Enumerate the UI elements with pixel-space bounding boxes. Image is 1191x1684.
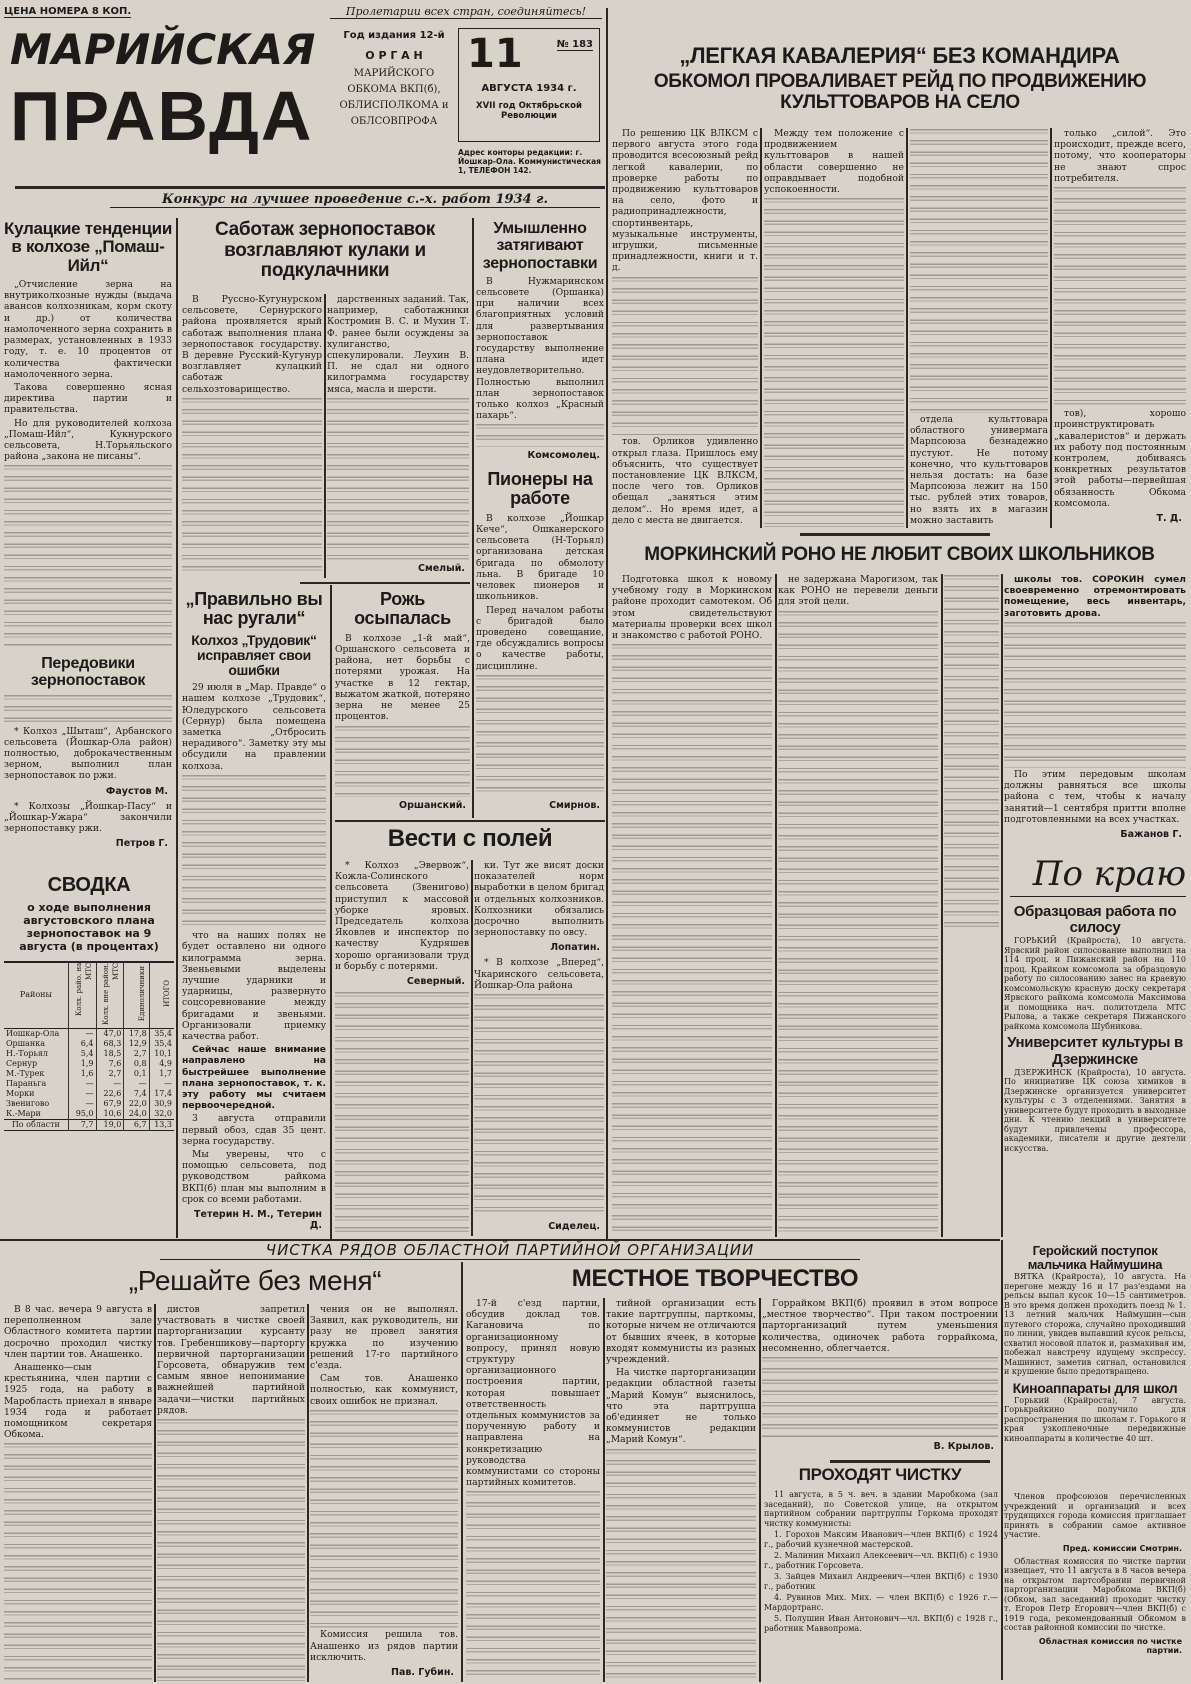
article-text: чения он не выполнял. Заявил, как руководитель, ни разу не провел занятия кружка по изучению решений 17-го партийного с'езда.: [310, 1304, 458, 1372]
decide-col-1: [4, 1304, 152, 1682]
column-rule: [603, 1298, 605, 1682]
article-headline: Образцовая работа по силосу: [1013, 904, 1177, 937]
list-item: 1. Горохов Максим Иванович—член ВКП(б) с 1924 г., рабочий кузнечной мастерской.: [764, 1530, 998, 1549]
signature: Смирнов.: [549, 800, 600, 811]
column-rule: [472, 218, 474, 818]
value-cell: —: [68, 1099, 96, 1109]
text-filler: [476, 675, 604, 797]
signature: Лопатин.: [550, 942, 600, 954]
text-filler: [612, 644, 772, 1236]
text-filler: [4, 1443, 152, 1681]
value-cell: —: [68, 1079, 96, 1089]
text-filler: [1004, 622, 1186, 768]
section-rule: [800, 533, 990, 536]
value-cell: —: [68, 1089, 96, 1099]
local-col-2: [606, 1298, 756, 1682]
district-cell: М.-Турек: [6, 1068, 45, 1078]
article-text: не задержана Марогизом, так как РОНО не перевели деньги для этой цели.: [778, 574, 938, 608]
signature: Петров Г.: [115, 838, 168, 850]
text-filler: [182, 398, 322, 577]
leaders-article: [4, 655, 172, 867]
article-text: Такова совершенно ясная директива партии и правительства.: [4, 381, 172, 416]
value-cell: 18,5: [96, 1049, 124, 1059]
article-text: По решению ЦК ВЛКСМ с первого августа этого года проводится всесоюзный рейд легкой кавалерии, по проверке работы по продвижению культтоваров на село, фото и радиопринадлежности, спортинвентарь, музыкальные инструменты, игрушки, письменные принадлежности, книги и т. д.: [612, 128, 758, 274]
value-cell: 30,9: [149, 1099, 174, 1109]
regional-col-lower: [1004, 1244, 1186, 1488]
text-filler: [476, 424, 604, 447]
text-filler: [762, 1357, 998, 1438]
column-rule: [154, 1304, 156, 1682]
col-header: Единоличники: [124, 962, 149, 1029]
article-text: Членов профсоюзов перечисленных учреждений и организаций и всех трудящихся города комиссия приглашает принять в собрании самое активное участие.: [1004, 1492, 1186, 1539]
article-text: * Колхоз „Эвервож“, Кожла-Солинского сельсовета (Звенигово) приступил к массовой уборке яровых. Председатель колхоза Яковлев и инспектор по качеству Кудряшев хорошо организовали труд и борьбу с потерями.: [335, 860, 469, 972]
value-cell: 47,0: [96, 1028, 124, 1039]
value-cell: 67,9: [96, 1099, 124, 1109]
text-filler: [310, 1410, 458, 1629]
article-text: Подготовка школ к новому учебному году в Моркинском районе проходит самотеком. Об этом свидетельствуют материалы проверки всех школ и знакомство с работой РОНО.: [612, 574, 772, 642]
signature: Пав. Губин.: [391, 1667, 454, 1678]
decide-col-3: [310, 1304, 458, 1682]
lead-col-2: [764, 128, 904, 528]
article-text: В Руссно-Кугунурском сельсовете, Сернурского района проявляется ярый саботаж выполнения плана зернопоставок государству. В деревне Русский-Кугунур возглавляет кулацкий саботаж сельхозтоварищество.: [182, 294, 322, 395]
signature: Смелый.: [418, 563, 465, 574]
article-text-bold: школы тов. СОРОКИН сумел своевременно отремонтировать помещение, весь инвентарь, заготовить дрова.: [1004, 574, 1186, 619]
summary-subtitle: о ходе выполнения августовского плана зернопоставок на 9 августа (в процентах): [19, 900, 159, 953]
local-creativity-headline: МЕСТНОЕ ТВОРЧЕСТВО: [571, 1265, 859, 1292]
district-cell: Звенигово: [6, 1098, 50, 1108]
scolded-article: [182, 590, 326, 1235]
organ-of-line: ОБКОМА ВКП(б),: [347, 84, 441, 95]
article-text: Горький (Крайроста), 7 августа. Горькрайкино получило для распространения по школам г. Горького и края узкопленочные передвижные киноаппараты в количестве 40 шт.: [1004, 1395, 1186, 1443]
signature: Северный.: [406, 976, 465, 988]
text-filler: [327, 398, 469, 560]
table-row: [4, 1059, 174, 1069]
value-cell: 0,1: [124, 1069, 149, 1079]
organ-of-line: ОБЛСОВПРОФА: [350, 116, 438, 127]
text-filler: [466, 1491, 600, 1681]
text-filler: [778, 611, 938, 1236]
text-filler: [910, 129, 1048, 413]
value-cell: 10,6: [96, 1109, 124, 1120]
col-header: Колх. вне район. МТС: [96, 962, 124, 1029]
column-rule: [759, 1298, 761, 1682]
district-cell: К.-Мари: [6, 1108, 41, 1118]
logo-line-2: ПРАВДА: [10, 77, 314, 155]
deliberate-article: [476, 220, 604, 465]
table-row: [4, 1079, 174, 1089]
district-cell: Н.-Торьял: [6, 1048, 48, 1058]
column-rule: [324, 294, 326, 578]
article-text: В 8 час. вечера 9 августа в переполненном зале Областного комитета партии досрочно проходил чистку член партии тов. Анашенко.: [4, 1304, 152, 1360]
article-text: На чистке парторганизации редакции областной газеты „Марий Комун“ выяснилось, что эта партгруппа об'единяет не только коммунистов редакции „Марий Комун“.: [606, 1367, 756, 1446]
article-headline: Кулацкие тенденции в колхозе „Помаш-Ийл“: [4, 220, 172, 275]
signature: Тетерин Н. М., Тетерин Д.: [194, 1209, 322, 1231]
list-item: 5. Полушин Иван Антонович—чл. ВКП(б) с 1928 г., работник Маввопрома.: [764, 1614, 998, 1633]
rye-article: [335, 590, 470, 815]
table-row: [4, 1109, 174, 1120]
logo-line-1: МАРИЙСКАЯ: [10, 25, 316, 74]
article-headline: „Правильно вы нас ругали“: [185, 590, 323, 629]
issue-number: № 183: [556, 39, 593, 50]
article-text: ВЯТКА (Крайроста), 10 августа. На перегоне между 16 и 17 раз'ездами на рельсы выпал кусок 10—15 сантиметров. В это время должен проходить поезд № 1. 13 летний мальчик Наймушин—сын путевого сторожа, случайно проходивший по линии, увидев выпавший кусок рельсы, схватил носовой платок и, размахивая им, побежал навстречу идущему экспрессу. Машинист, заметив сигнал, остановился и крушение было предотвращено.: [1004, 1272, 1186, 1377]
value-cell: 1,9: [68, 1059, 96, 1069]
article-text: 3 августа отправили первый обоз, сдав 35 цент. зерна государству.: [182, 1113, 326, 1147]
value-cell: 10,1: [149, 1049, 174, 1059]
text-filler: [1054, 187, 1186, 407]
table-row: [4, 1069, 174, 1079]
value-cell: 1,7: [149, 1069, 174, 1079]
column-rule: [606, 8, 608, 1240]
signature: В. Крылов.: [933, 1441, 994, 1452]
article-text: Областная комиссия по чистке партии извещает, что 11 августа в 8 часов вечера на открытом партсобрании первичной парторганизации Маробкома ВКП(б) (Обком, зал заседаний) проходит чистку т. Егоров Петр Егорович—член ВКП(б) с 1919 года, рекомендованный Обкомом в состав районной комиссии по чистке.: [1004, 1556, 1186, 1632]
value-cell: —: [124, 1079, 149, 1089]
article-text: тов), хорошо проинструктировать „кавалеристов“ и держать их работу под постоянным контролем, добиваясь конкретных результатов этой работы—первейшая обязанность Обкома комсомола.: [1054, 408, 1186, 509]
table-row: [4, 1028, 174, 1039]
article-text: что на наших полях не будет оставлено ни одного килограмма зерна. Звеньевыми выделены лучшие ударники и ударницы, развернуто соцсоревнование между бригадами и звеньями. Организовали приемку качества работ.: [182, 930, 326, 1042]
signature: Бажанов Г.: [1120, 829, 1182, 840]
table-row: [4, 1099, 174, 1109]
value-cell: —: [96, 1079, 124, 1089]
value-cell: 24,0: [124, 1109, 149, 1120]
slogan: Пролетарии всех стран, соединяйтесь!: [330, 5, 602, 19]
table-row: [4, 1089, 174, 1099]
article-headline: Геройский поступок мальчика Наймушина: [1027, 1244, 1163, 1273]
article-text: Между тем положение с продвижением культтоваров в нашей области совершенно не оправдывает подобной успокоенности.: [764, 128, 904, 196]
list-item: 3. Зайцев Михаил Андреевич—член ВКП(б) с 1930 г., работник: [764, 1572, 998, 1591]
article-text: Сам тов. Анашенко полностью, как коммунист, своих ошибок не признал.: [310, 1373, 458, 1407]
lead-col-3: [910, 128, 1048, 528]
value-cell: 35,4: [149, 1028, 174, 1039]
text-filler: [606, 1449, 756, 1681]
undergo-col-2: [1004, 1492, 1186, 1682]
pioneers-article: [476, 470, 604, 815]
value-cell: 6,4: [68, 1039, 96, 1049]
purge-banner: ЧИСТКА РЯДОВ ОБЛАСТНОЙ ПАРТИЙНОЙ ОРГАНИЗАЦИИ: [160, 1241, 860, 1260]
issue-month-year: АВГУСТА 1934 г.: [481, 83, 577, 94]
article-text: „Отчисление зерна на внутриколхозные нужды (выдача авансов колхозникам, корм скоту и др.) от количества намолоченного зерна сохранить в размерах, установленных в 1933 году, т. е. 10 процентов от количества фактически намолоченного зерна.: [4, 279, 172, 380]
value-cell: 17,4: [149, 1089, 174, 1099]
column-rule: [176, 218, 178, 1238]
local-col-3: [762, 1298, 998, 1456]
article-text: отдела культтовара областного универмага Марпсоюза безнадежно пустуют. Не потому конечно, что культтоваров нельзя достать: на базе Марпсоюза лежит на 150 тыс. рублей этих товаров, но взять их в магазин можно заставить: [910, 413, 1048, 526]
article-text: Мы уверены, что с помощью сельсовета, под руководством райкома ВКП(б) план мы выполним в срок со всеми работами.: [182, 1148, 326, 1205]
value-cell: 68,3: [96, 1039, 124, 1049]
organ-of-line: ОБЛИСПОЛКОМА и: [339, 100, 449, 111]
text-filler: [157, 1419, 305, 1681]
article-text: Но для руководителей колхоза „Помаш-Ийл“, Кукнурского сельсовета, Н.Торьяльского района „закона не писаны“.: [4, 417, 172, 463]
article-text: ГОРЬКИЙ (Крайроста), 10 августа. Ярвский район силосование выполнил на 114 проц. и Пижанский район на 110 проц. Крайком комсомола за образцовую работу по силосованию занес на краевую комсомольскую красную доску секретаря Ярвского райкома комсомола Максимова и помощника нач. политотдела МТС Рылова, а также секретаря Пижанского райкома комсомола Шубникова.: [1004, 936, 1186, 1031]
field-news-headline: Вести с полей: [387, 825, 553, 852]
column-rule: [461, 1262, 463, 1682]
article-text: * Колхозы „Йошкар-Пасу“ и „Йошкар-Ужара“ закончили зернопоставку ржи.: [4, 800, 172, 834]
price: ЦЕНА НОМЕРА 8 КОП.: [4, 6, 132, 17]
column-rule: [330, 585, 332, 1240]
issue-day: 11: [467, 31, 523, 77]
signature: Т. Д.: [1156, 513, 1182, 524]
article-headline: Рожь осыпалась: [354, 590, 451, 629]
organ-of-line: МАРИЙСКОГО: [353, 68, 435, 79]
article-text: 29 июля в „Мар. Правде“ о нашем колхозе „Трудовик“, Юледурского сельсовета (Сернур) была помещена заметка „Отбросить нерадивого“. Заметку эту мы обсудили на правлении колхоза.: [182, 682, 326, 772]
district-cell: Сернур: [6, 1058, 38, 1068]
list-item: 4. Рувинов Мих. Мих. — член ВКП(б) с 1926 г.—Мардортранс.: [764, 1593, 998, 1612]
list-item: 2. Малинин Михаил Алексеевич—чл. ВКП(б) с 1930 г., работник Горсовета.: [764, 1551, 998, 1570]
signature: Сиделец.: [548, 1221, 600, 1232]
organ-block: [334, 30, 454, 127]
text-filler: [4, 465, 172, 647]
value-cell: 2,7: [124, 1049, 149, 1059]
signature: Оршанский.: [399, 800, 466, 811]
column-rule: [941, 574, 943, 1237]
article-text-bold: Сейчас наше внимание направлено на быстрейшее выполнение плана зернопоставок, т. к. эту работу мы считаем первоочередной.: [182, 1044, 326, 1112]
masthead-rule: [15, 186, 605, 189]
value-cell: 5,4: [68, 1049, 96, 1059]
signature: Пред. комиссии Смотрин.: [1062, 1543, 1182, 1553]
date-box: [458, 28, 600, 142]
col-header: Районы: [19, 990, 52, 1000]
summary-title: СВОДКА: [47, 874, 131, 896]
article-headline: Университет культуры в Дзержинске: [1007, 1034, 1183, 1068]
signature: Областная комиссия по чистке партии.: [1038, 1636, 1182, 1655]
article-text: * Колхоз „Шыташ“, Арбанского сельсовета (Йошкар-Ола район) полностью, доброкачественным зерном, выполнил план зернопоставок по ржи.: [4, 725, 172, 782]
column-rule: [1001, 574, 1003, 1237]
table-row: [4, 1039, 174, 1049]
lead-headline: ОБКОМОЛ ПРОВАЛИВАЕТ РЕЙД ПО ПРОДВИЖЕНИЮ КУЛЬТТОВАРОВ НА СЕЛО: [653, 71, 1147, 113]
value-cell: 2,7: [96, 1069, 124, 1079]
column-rule: [906, 128, 908, 528]
text-filler: [4, 695, 172, 725]
text-filler: [612, 277, 758, 436]
decide-col-2: [157, 1304, 305, 1682]
article-text: ки. Тут же висят доски показателей норм выработки в целом бригад и отдельных колхозников. Колхозники обязались досрочно выполнить зернопоставку по овсу.: [474, 860, 604, 939]
article-text: В колхозе „1-й май“, Оршанского сельсовета и района, нет борьбы с потерями урожая. На участке в 12 гектар, выжатом жаткой, потеряно зерна не менее 25 процентов.: [335, 632, 470, 723]
article-text: дарственных заданий. Так, например, саботажники Костромин В. С. и Мухин Т. Ф. ранее были осуждены за хулиганство, спекулировали. Леухин В. П. не сдал ни одного килограмма государству мяса, масла и шерсти.: [327, 294, 469, 395]
value-cell: 22,6: [96, 1089, 124, 1099]
value-cell: 22,0: [124, 1099, 149, 1109]
text-filler: [474, 994, 604, 1218]
article-subhead: Колхоз „Трудовик“ исправляет свои ошибки: [191, 631, 317, 679]
field-news-col-2: [474, 860, 604, 1236]
value-cell: 17,8: [124, 1028, 149, 1039]
undergo-col-1: [764, 1490, 998, 1682]
column-rule: [1050, 128, 1052, 528]
column-rule: [775, 574, 777, 1237]
sabotage-col-2: [327, 294, 469, 578]
value-cell: —: [149, 1079, 174, 1089]
decide-headline: „Решайте без меня“: [128, 1265, 382, 1296]
value-cell: —: [68, 1028, 96, 1039]
article-text: тийной организации есть такие партгруппы, парткомы, которые ничем не отличаются от бывших ячеек, в которые входят коммунисты из разных учреждений.: [606, 1298, 756, 1366]
district-cell: Йошкар-Ола: [6, 1028, 60, 1038]
summary-block: [4, 875, 174, 1131]
column-rule: [307, 1304, 309, 1682]
text-filler: [335, 992, 469, 1235]
column-rule: [471, 860, 473, 1236]
kulak-article: [4, 220, 172, 648]
article-text: В Нужмаринском сельсовете (Оршанка) при наличии всех благоприятных условий для развертывания зернопоставок государству выполнение плана идет неудовлетворительно. Полностью выполнил план зернопоставок только колхоз „Красный пахарь“.: [476, 275, 604, 422]
value-cell: 7,6: [96, 1059, 124, 1069]
section-rule: [335, 820, 605, 822]
col-header: Колх. райо. на МТС: [68, 962, 96, 1029]
sabotage-headline: Саботаж зернопоставок возглавляют кулаки и подкулачники: [215, 219, 435, 282]
article-text: только „силой“. Это происходит, прежде всего, потому, что кооператоры не знают спрос потребителя.: [1054, 128, 1186, 184]
article-text: Анашенко—сын крестьянина, член партии с 1925 года, на работу в Маробласть приехал в январе 1934 года и работает помощником секретаря Обкома.: [4, 1362, 152, 1441]
lead-col-4: [1054, 128, 1186, 528]
table-total-row: По области 7,7 19,0 6,7 13,3: [4, 1119, 174, 1130]
col-header: ИТОГО: [149, 962, 174, 1029]
morki-col-4: [1004, 574, 1186, 844]
article-text: тов. Орликов удивленно открыл глаза. Пришлось ему объяснить, что существует постановление ЦК ВЛКСМ, после чего тов. Орликов обещал „заняться этим делом“.. Но время идет, а дело с места не двигается.: [612, 436, 758, 526]
signature: Фаустов М.: [105, 785, 168, 797]
morki-col-2: [778, 574, 938, 1237]
organ-label: О Р Г А Н: [365, 49, 423, 62]
regional-col: [1004, 904, 1186, 1236]
article-text: По этим передовым школам должны равняться все школы района с тем, чтобы к началу занятий—1 сентября притти вполне подготовленными на всех участках.: [1004, 768, 1186, 825]
text-filler: [182, 775, 326, 929]
lead-kicker: „ЛЕГКАЯ КАВАЛЕРИЯ“ БЕЗ КОМАНДИРА: [679, 43, 1120, 68]
revolution-year: XVII год Октябрьской Революции: [476, 101, 582, 121]
editorial-address: Адрес конторы редакции: г. Йошкар-Ола. Коммунистическая 1, ТЕЛЕФОН 142.: [458, 148, 601, 175]
article-text: 17-й с'езд партии, обсудив доклад тов. Кагановича по организационному вопросу, принял новую структуру организационного построения партии, которая повышает ответственность отдельных коммунистов за порученную работу и направлена на конкретизацию руководства коммунистами со стороны партийных комитетов.: [466, 1298, 600, 1489]
lead-col-1: [612, 128, 758, 528]
undergo-purge-headline: ПРОХОДЯТ ЧИСТКУ: [798, 1465, 962, 1484]
regional-rubric: По краю: [1010, 852, 1186, 897]
morki-headline: МОРКИНСКИЙ РОНО НЕ ЛЮБИТ СВОИХ ШКОЛЬНИКОВ: [644, 544, 1155, 565]
article-text: Комиссия решила тов. Анашенко из рядов партии исключить.: [310, 1629, 458, 1663]
article-text: * В колхозе „Вперед“, Чкаринского сельсовета, Йошкар-Ола района: [474, 957, 604, 991]
value-cell: 7,4: [124, 1089, 149, 1099]
morki-col-3: [944, 574, 999, 932]
value-cell: 4,9: [149, 1059, 174, 1069]
column-rule: [1001, 1240, 1003, 1680]
local-col-1: [466, 1298, 600, 1682]
article-headline: Пионеры на работе: [487, 470, 593, 509]
district-cell: Оршанка: [6, 1038, 45, 1048]
publication-year: Год издания 12-й: [343, 30, 445, 41]
value-cell: 1,6: [68, 1069, 96, 1079]
section-rule: [830, 1460, 990, 1463]
article-text: Перед началом работы с бригадой было проведено совещание, где обсуждались вопросы о качестве работы, дисциплине.: [476, 604, 604, 672]
field-news-col-1: [335, 860, 469, 1236]
table-row: [4, 1049, 174, 1059]
column-rule: [760, 128, 762, 528]
text-filler: [944, 575, 999, 931]
article-text: ДЗЕРЖИНСК (Крайроста), 10 августа. По инициативе ЦК союза химиков в Дзержинске организуется университет культуры с 3 отделениями. Занятия в университете будут проходить в выходные дни. К чтению лекций в университете будут привлечены профессора, академики, писатели и другие деятели искусства.: [1004, 1067, 1186, 1153]
district-cell: Параньга: [6, 1078, 47, 1088]
article-text: Горрайком ВКП(б) проявил в этом вопросе „местное творчество“. При таком построении парторганизаций путем уменьшения количества, одиночек работа горрайкома, несомненно, облегчается.: [762, 1298, 998, 1354]
section-rule: [300, 582, 470, 584]
morki-col-1: [612, 574, 772, 1237]
value-cell: 0,8: [124, 1059, 149, 1069]
article-text: 11 августа, в 5 ч. веч. в здании Маробкома (зал заседаний), по Советской улице, на открытом партийном собрании партгруппы Горкома проходят чистку коммунисты:: [764, 1490, 998, 1528]
value-cell: 32,0: [149, 1109, 174, 1120]
sabotage-col-1: [182, 294, 322, 578]
article-headline: Умышленно затягивают зернопоставки: [482, 220, 598, 272]
article-headline: Передовики зернопоставок: [30, 655, 146, 690]
contest-banner: Конкурс на лучшее проведение с.-х. работ 1934 г.: [110, 192, 600, 208]
text-filler: [764, 198, 904, 527]
value-cell: 95,0: [68, 1109, 96, 1120]
article-headline: Киноаппараты для школ: [1012, 1379, 1178, 1396]
signature: Комсомолец.: [527, 450, 600, 461]
value-cell: 35,4: [149, 1039, 174, 1049]
article-text: В колхозе „Йошкар Кече“, Ошканерского сельсовета (Н-Торьял) организована детская бригада по обмолоту льна. В бригаде 10 человек пионеров и школьников.: [476, 512, 604, 603]
value-cell: 12,9: [124, 1039, 149, 1049]
newspaper-logo: [10, 26, 328, 158]
text-filler: [335, 726, 470, 798]
district-cell: Морки: [6, 1088, 35, 1098]
summary-table: [4, 961, 174, 1131]
article-text: дистов запретил участвовать в чистке своей парторганизации курсанту тов. Гребеншикову—парторгу первичной парторганизации Горсовета, обнаружив тем самым явное непонимание важнейшей партийной задачи—чистки партийных рядов.: [157, 1304, 305, 1416]
